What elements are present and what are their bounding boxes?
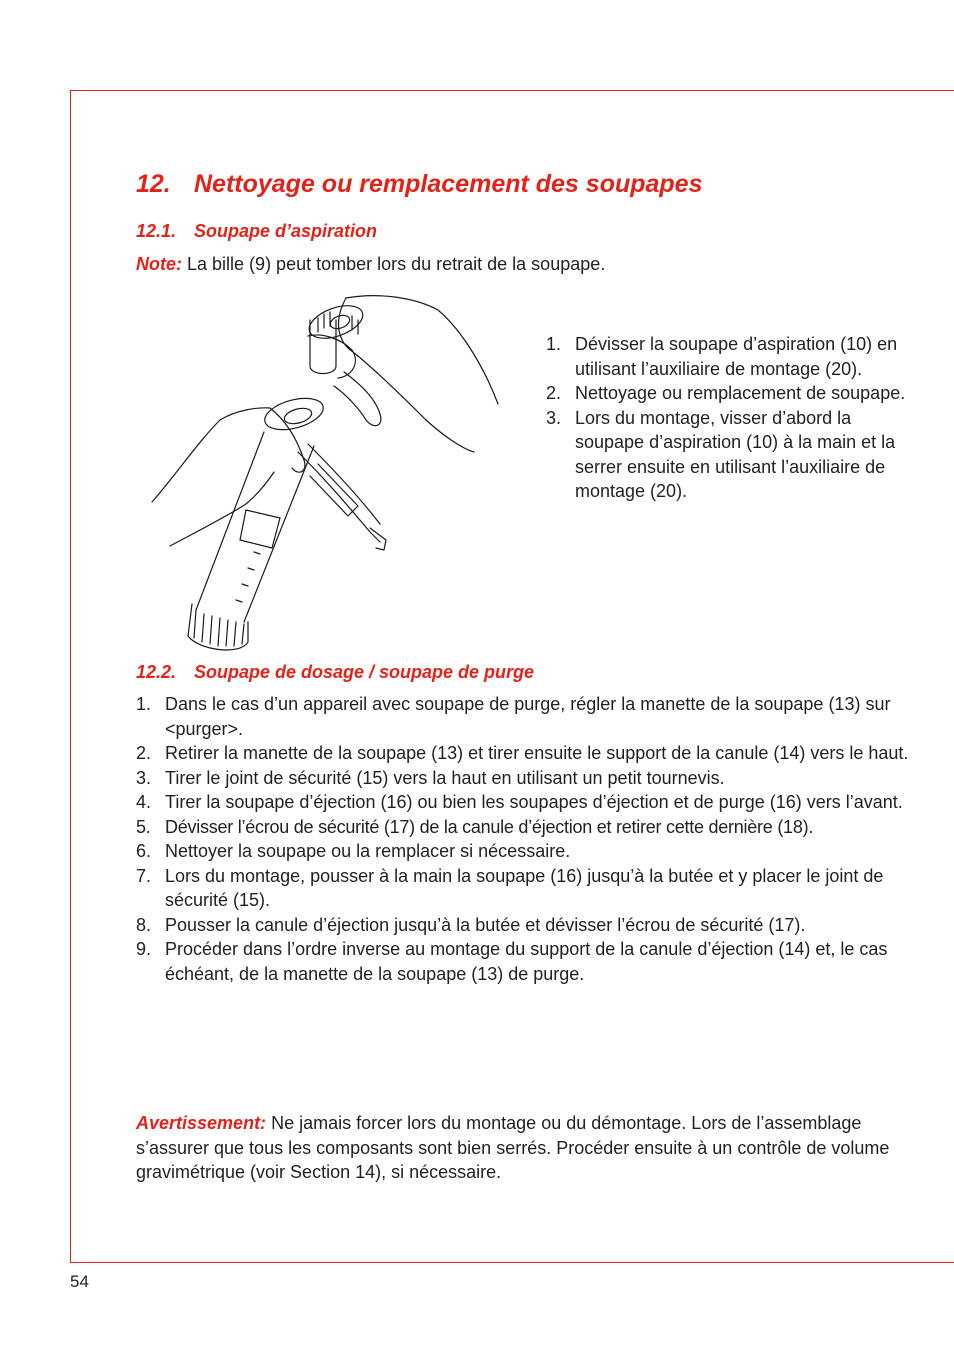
- dispenser-cylinder: [196, 432, 314, 622]
- step-text: Dans le cas d’un appareil avec soupape de purge, régler la manette de la soupape (13) sur <purger>.: [165, 694, 891, 739]
- step-number: 4.: [136, 792, 152, 812]
- list-item: [136, 937, 916, 986]
- subsection-2-heading: [136, 662, 534, 683]
- step-text: Dévisser l’écrou de sécurité (17) de la canule d’éjection et retirer cette dernière (18).: [165, 816, 814, 837]
- step-number: 7.: [136, 865, 152, 886]
- intake-valve-steps: [546, 332, 916, 504]
- lower-hand-thumb: [270, 408, 305, 472]
- list-item: [136, 839, 916, 864]
- upper-hand-palm: [339, 298, 474, 452]
- step-text: Lors du montage, visser d’abord la soupape d’aspiration (10) à la main et la serrer ensuite en utilisant l’auxiliaire de montage (20).: [575, 407, 896, 501]
- valve-removal-illustration: [148, 292, 508, 652]
- section-number: 12.: [136, 170, 171, 198]
- dispenser-valve-seat: [261, 393, 326, 436]
- list-item: [136, 790, 916, 815]
- small-valve-bore: [329, 313, 352, 331]
- step-number: 3.: [546, 407, 562, 428]
- lower-hand-outline: [152, 408, 270, 502]
- warning-paragraph: [136, 1111, 916, 1185]
- page-frame-bottom-rule: [70, 1262, 954, 1263]
- section-title: Nettoyage ou remplacement des soupapes: [194, 170, 703, 198]
- step-number: 6.: [136, 841, 152, 861]
- list-item: [136, 741, 916, 766]
- list-item: [136, 815, 916, 840]
- page-number: 54: [70, 1272, 89, 1291]
- warning-label: Avertissement:: [136, 1113, 267, 1133]
- list-item: [546, 332, 916, 381]
- page-frame-top-rule: [70, 90, 954, 91]
- step-number: 1.: [546, 334, 562, 354]
- list-item: [136, 766, 916, 791]
- warning-text: Ne jamais forcer lors du montage ou du démontage. Lors de l’assemblage s’assurer que tous les composants sont bien serrés. Procéder ensuite à un contrôle de volume gravimétrique (voir Section 14), si nécessaire.: [136, 1113, 890, 1182]
- list-item: [136, 864, 916, 913]
- step-number: 2.: [136, 743, 152, 763]
- lower-hand-fingers: [170, 472, 274, 546]
- subsection-2-title: Soupape de dosage / soupape de purge: [194, 662, 535, 682]
- step-text: Tirer la soupape d’éjection (16) ou bien les soupapes d’éjection et de purge (16) vers l’avant.: [165, 792, 903, 812]
- list-item: [546, 406, 916, 504]
- discharge-nozzle: [370, 528, 386, 550]
- discharge-tube: [298, 452, 380, 542]
- upper-hand-finger: [334, 372, 381, 426]
- list-item: [546, 381, 916, 406]
- section-heading: [136, 170, 702, 199]
- note-label: Note:: [136, 254, 182, 274]
- dispenser-scale-lines: [236, 552, 260, 602]
- step-text: Procéder dans l’ordre inverse au montage du support de la canule d’éjection (14) et, le cas échéant, de la manette de la soupape (13) de purge.: [165, 939, 888, 984]
- list-item: [136, 913, 916, 938]
- step-number: 2.: [546, 383, 562, 403]
- page-frame-left-rule: [70, 90, 71, 1262]
- step-number: 3.: [136, 767, 152, 788]
- subsection-1-title: Soupape d’aspiration: [194, 221, 378, 241]
- bottom-ring-knurl: [194, 610, 244, 646]
- dosing-valve-steps: [136, 692, 916, 986]
- step-text: Nettoyage ou remplacement de soupape.: [575, 383, 906, 403]
- step-text: Nettoyer la soupape ou la remplacer si nécessaire.: [165, 841, 571, 861]
- note-text: La bille (9) peut tomber lors du retrait de la soupape.: [187, 254, 606, 274]
- step-text: Lors du montage, pousser à la main la soupape (16) jusqu’à la butée et y placer le joint de sécurité (15).: [165, 865, 884, 910]
- step-text: Retirer la manette de la soupape (13) et tirer ensuite le support de la canule (14) vers le haut.: [165, 743, 909, 763]
- subsection-1-heading: [136, 221, 377, 242]
- note-paragraph: [136, 252, 605, 276]
- step-number: 1.: [136, 694, 152, 714]
- list-item: [136, 692, 916, 741]
- dispenser-side-block: [240, 510, 280, 548]
- step-number: 9.: [136, 939, 152, 959]
- subsection-2-number: 12.2.: [136, 662, 177, 682]
- step-text: Dévisser la soupape d’aspiration (10) en utilisant l’auxiliaire de montage (20).: [575, 334, 898, 379]
- step-text: Pousser la canule d’éjection jusqu’à la butée et dévisser l’écrou de sécurité (17).: [165, 914, 806, 935]
- step-number: 5.: [136, 816, 151, 837]
- subsection-1-number: 12.1.: [136, 221, 177, 241]
- upper-hand-outline: [346, 296, 498, 404]
- step-text: Tirer le joint de sécurité (15) vers la haut en utilisant un petit tournevis.: [165, 767, 725, 788]
- step-number: 8.: [136, 914, 152, 935]
